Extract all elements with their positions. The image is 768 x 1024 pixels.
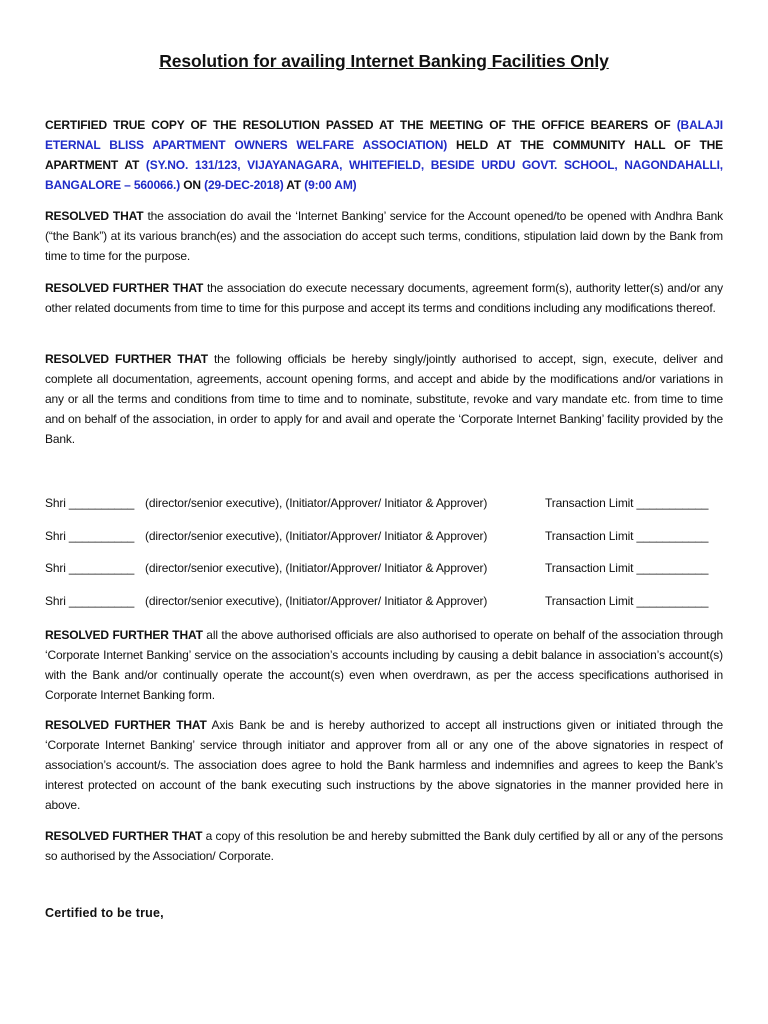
- signatory-role: (director/senior executive), (Initiator/Approver/ Initiator & Approver): [145, 496, 488, 510]
- at-text: AT: [283, 178, 305, 192]
- resolution-lead: RESOLVED FURTHER THAT: [45, 281, 204, 295]
- meeting-time: (9:00 AM): [304, 178, 357, 192]
- signatory-row: [45, 527, 723, 545]
- resolution-paragraph: [45, 349, 723, 449]
- signatory-name-blank: Shri __________: [45, 496, 135, 510]
- resolution-paragraph: [45, 625, 723, 705]
- signatory-role: (director/senior executive), (Initiator/Approver/ Initiator & Approver): [145, 594, 488, 608]
- resolution-text: the association do execute necessary documents, agreement form(s), authority letter(s) and/or any other related documents from time to time for this purpose and accept its terms and conditions including any modifications thereof.: [45, 281, 723, 315]
- signatory-row: [45, 592, 723, 610]
- meeting-date: (29-DEC-2018): [204, 178, 284, 192]
- signatory-role: (director/senior executive), (Initiator/Approver/ Initiator & Approver): [145, 561, 488, 575]
- resolution-paragraph: [45, 206, 723, 266]
- page-title: Resolution for availing Internet Banking Facilities Only: [159, 51, 609, 71]
- signatory-role: (director/senior executive), (Initiator/Approver/ Initiator & Approver): [145, 529, 488, 543]
- transaction-limit-blank: Transaction Limit ___________: [545, 561, 709, 575]
- resolution-lead: RESOLVED FURTHER THAT: [45, 628, 203, 642]
- signatory-name-blank: Shri __________: [45, 561, 135, 575]
- signatory-name-blank: Shri __________: [45, 594, 135, 608]
- held-at-text: HELD AT THE COMMUNITY HALL OF THE APARTMENT AT: [45, 138, 723, 172]
- resolution-paragraph: [45, 715, 723, 815]
- resolution-text: all the above authorised officials are also authorised to operate on behalf of the association through ‘Corporate Internet Banking’ service on the association’s accounts including by causing a debit balance in association’s account(s) with the Bank and/or continually operate the account(s) even when overdrawn, as per the access specifications authorised in Corporate Internet Banking form.: [45, 628, 723, 702]
- resolution-lead: RESOLVED THAT: [45, 209, 144, 223]
- transaction-limit-blank: Transaction Limit ___________: [545, 496, 709, 510]
- resolution-lead: RESOLVED FURTHER THAT: [45, 718, 207, 732]
- certified-copy-statement: [45, 115, 723, 195]
- resolution-paragraph: [45, 826, 723, 866]
- on-text: ON: [180, 178, 205, 192]
- signatory-row: [45, 494, 723, 512]
- signatory-row: [45, 559, 723, 577]
- resolution-text: a copy of this resolution be and hereby submitted the Bank duly certified by all or any of the persons so authorised by the Association/ Corporate.: [45, 829, 723, 863]
- resolution-lead: RESOLVED FURTHER THAT: [45, 352, 208, 366]
- association-name: (BALAJI ETERNAL BLISS APARTMENT OWNERS WELFARE ASSOCIATION): [45, 118, 723, 152]
- transaction-limit-blank: Transaction Limit ___________: [545, 529, 709, 543]
- resolution-text: the association do avail the ‘Internet Banking’ service for the Account opened/to be opened with Andhra Bank (“the Bank”) at its various branch(es) and the association do accept such terms, conditions, stipulation laid down by the Bank from time to time for the purpose.: [45, 209, 724, 263]
- meeting-address: (SY.NO. 131/123, VIJAYANAGARA, WHITEFIELD, BESIDE URDU GOVT. SCHOOL, NAGONDAHALLI, BANGALORE – 560066.): [45, 158, 723, 192]
- resolution-text: Axis Bank be and is hereby authorized to accept all instructions given or initiated through the ‘Corporate Internet Banking’ service through initiator and approver from all or any one of the above signatories in respect of association’s account/s. The association does agree to hold the Bank harmless and indemnifies and agrees to keep the Bank’s interest protected on account of the bank executing such instructions by the above signatories in the manner provided here in above.: [45, 718, 723, 812]
- transaction-limit-blank: Transaction Limit ___________: [545, 594, 709, 608]
- resolution-paragraph: [45, 278, 723, 318]
- resolution-lead: RESOLVED FURTHER THAT: [45, 829, 203, 843]
- certified-closing: Certified to be true,: [45, 906, 164, 920]
- signatory-name-blank: Shri __________: [45, 529, 135, 543]
- certified-prefix: CERTIFIED TRUE COPY OF THE RESOLUTION PASSED AT THE MEETING OF THE OFFICE BEARERS OF: [45, 118, 677, 132]
- resolution-text: the following officials be hereby singly/jointly authorised to accept, sign, execute, deliver and complete all documentation, agreements, account opening forms, and accept and abide by the modifications and/or variations in any or all the terms and conditions from time to time and to nominate, substitute, revoke and vary mandate etc. from time to time and on behalf of the association, in order to apply for and avail and operate the ‘Corporate Internet Banking’ facility provided by the Bank.: [45, 352, 723, 446]
